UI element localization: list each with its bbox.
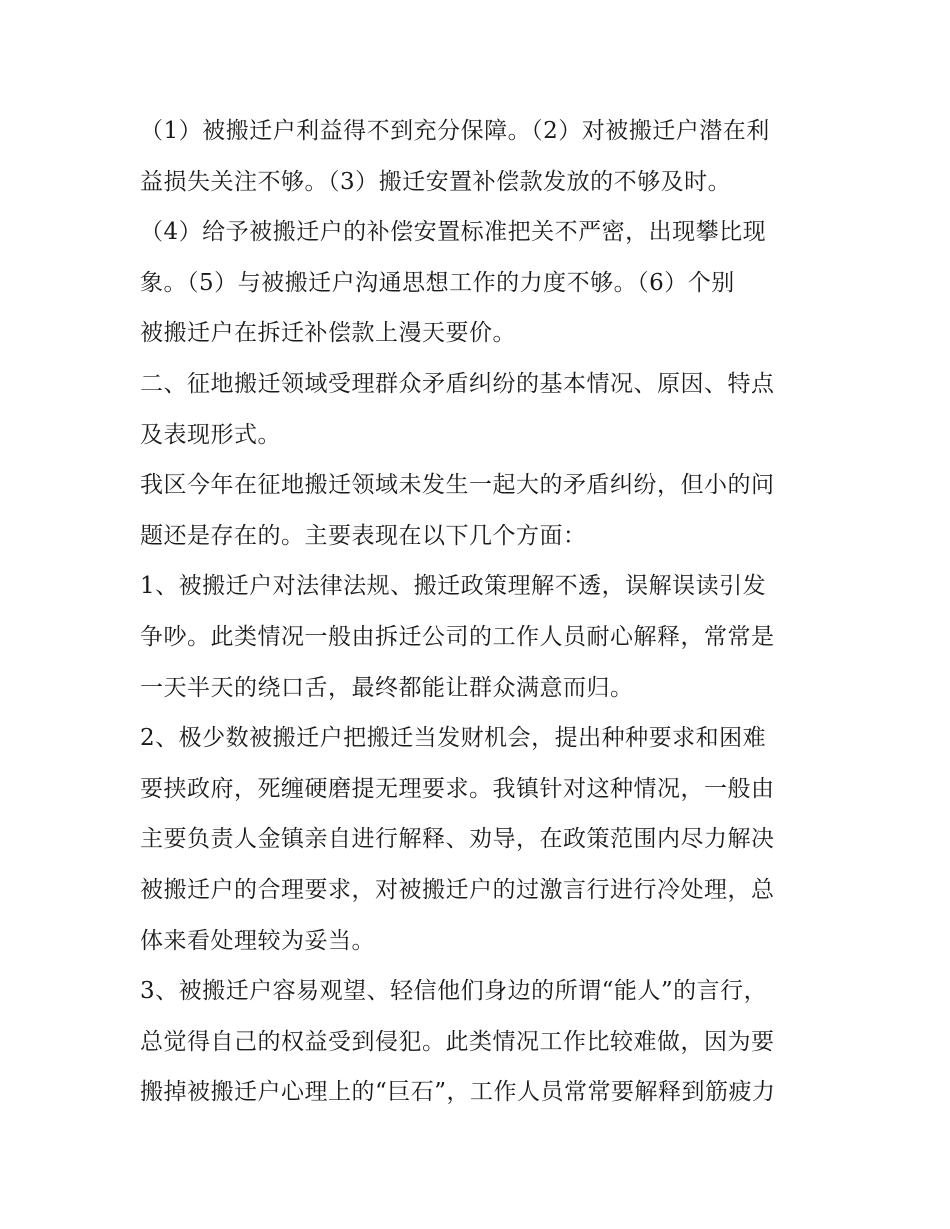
- text-line-9: 题还是存在的。主要表现在以下几个方面：: [140, 522, 587, 549]
- item-3-line-1: 3、被搬迁户容易观望、轻信他们身边的所谓“能人”的言行，: [140, 978, 768, 1005]
- item-2-line-5: 体来看处理较为妥当。: [140, 927, 375, 954]
- item-3-line-2: 总觉得自己的权益受到侵犯。此类情况工作比较难做，因为要: [140, 1028, 775, 1055]
- item-2-line-2: 要挟政府，死缠硬磨提无理要求。我镇针对这种情况，一般由: [140, 775, 775, 802]
- text-line-5: 被搬迁户在拆迁补偿款上漫天要价。: [140, 320, 516, 347]
- text-line-1: （1）被搬迁户利益得不到充分保障。（2）对被搬迁户潜在利: [140, 118, 770, 144]
- text-line-8: 我区今年在征地搬迁领域未发生一起大的矛盾纠纷，但小的问: [140, 472, 775, 499]
- text-line-4: 象。（5）与被搬迁户沟通思想工作的力度不够。（6）个别: [140, 269, 735, 296]
- document-body: [140, 106, 820, 1118]
- section-heading-line-2: 及表现形式。: [140, 421, 281, 448]
- section-heading-line-1: 二、征地搬迁领域受理群众矛盾纠纷的基本情况、原因、特点: [140, 370, 775, 397]
- item-2-line-4: 被搬迁户的合理要求，对被搬迁户的过激言行进行冷处理，总: [140, 876, 775, 903]
- item-2-line-1: 2、极少数被搬迁户把搬迁当发财机会，提出种种要求和困难: [140, 725, 767, 752]
- text-line-2: 益损失关注不够。（3）搬迁安置补偿款发放的不够及时。: [140, 168, 732, 195]
- text-line-3: （4）给予被搬迁户的补偿安置标准把关不严密，出现攀比现: [140, 219, 767, 246]
- item-3-line-3: 搬掉被搬迁户心理上的“巨石”，工作人员常常要解释到筋疲力: [140, 1079, 776, 1106]
- item-1-line-2: 争吵。此类情况一般由拆迁公司的工作人员耐心解释，常常是: [140, 623, 775, 650]
- item-1-line-1: 1、被搬迁户对法律法规、搬迁政策理解不透，误解误读引发: [140, 573, 767, 600]
- item-1-line-3: 一天半天的绕口舌，最终都能让群众满意而归。: [140, 674, 634, 701]
- item-2-line-3: 主要负责人金镇亲自进行解释、劝导，在政策范围内尽力解决: [140, 826, 775, 853]
